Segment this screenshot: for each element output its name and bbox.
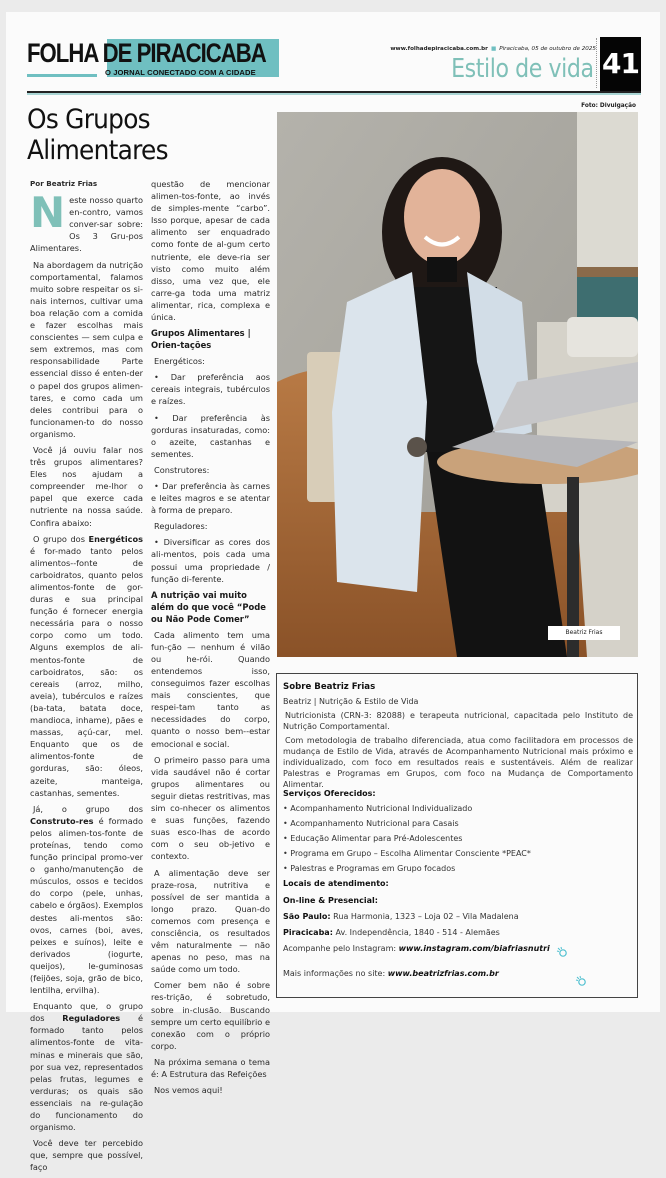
article-column-1 bbox=[30, 178, 143, 1178]
tap-hand-icon bbox=[575, 975, 587, 987]
logo-subtitle: O JORNAL CONECTADO COM A CIDADE bbox=[105, 68, 256, 77]
paragraph bbox=[30, 803, 143, 997]
service-item: • Acompanhamento Nutricional para Casais bbox=[283, 819, 459, 828]
locations-title: Locais de atendimento: bbox=[283, 879, 389, 888]
photo-caption: Beatriz Frias bbox=[548, 626, 620, 640]
drop-cap: N bbox=[30, 188, 66, 238]
paragraph-text: Já, o grupo dos bbox=[33, 803, 143, 814]
location-label: Piracicaba: bbox=[283, 928, 333, 937]
bullet-item: • Dar preferência às carnes e leites magros e se atentar à forma de preparo. bbox=[151, 480, 270, 516]
logo-title: FOLHA DE PIRACICABA bbox=[27, 38, 266, 68]
website-link[interactable]: www.folhadepiracicaba.com.br bbox=[390, 46, 488, 52]
services-title: Serviços Oferecidos: bbox=[283, 789, 376, 798]
term-energeticos: Energéticos bbox=[88, 533, 143, 544]
paragraph-text: Enquanto que, o grupo dos bbox=[30, 1001, 143, 1024]
instagram-link[interactable]: www.instagram.com/biafriasnutri bbox=[398, 944, 550, 953]
dateline: Piracicaba, 05 de outubro de 2025 bbox=[499, 46, 596, 52]
instagram-label: Acompanhe pelo Instagram: bbox=[283, 944, 399, 953]
paragraph: Nos vemos aqui! bbox=[154, 1085, 223, 1096]
paragraph: Você já ouviu falar nos três grupos alimentares? Eles nos ajudam a compreender me-lhor o papel que exerce cada nutriente na nossa saúde. Confira abaixo: bbox=[30, 444, 143, 528]
subheading: Grupos Alimentares | Orien-tações bbox=[151, 328, 251, 351]
article-column-2 bbox=[151, 178, 270, 1100]
bio-title: Sobre Beatriz Frias bbox=[283, 682, 376, 692]
paragraph bbox=[30, 533, 143, 799]
paragraph: Cada alimento tem uma fun-ção — nenhum é vilão ou he-rói. Quando entendemos isso, conseguimos fazer escolhas mais conscientes, que respei-tam tanto as necessidades do corpo, quanto o nosso bem--estar emocional e social. bbox=[151, 629, 270, 749]
bio-paragraph: Nutricionista (CRN-3: 82088) e terapeuta nutricional, capacitada pelo Instituto de Nutrição Comportamental. bbox=[283, 711, 633, 731]
location-sao-paulo bbox=[283, 911, 519, 922]
article-title: Os Grupos Alimentares bbox=[27, 104, 168, 166]
paragraph bbox=[30, 188, 143, 254]
group-label: Energéticos: bbox=[154, 356, 205, 367]
service-mode: On-line & Presencial: bbox=[283, 896, 378, 905]
group-label: Reguladores: bbox=[154, 521, 208, 532]
bio-paragraph: Com metodologia de trabalho diferenciada, atua como facilitadora em processos de mudança de Estilo de Vida, através de Acompanhamento Nutricional mais próximo e individualizado, com foco em resultados reais e sustentáveis. Além de realizar Palestras e Programas em Grupos, com foco na Mudança de Comportamento Alimentar. bbox=[283, 736, 633, 789]
logo-underline bbox=[27, 74, 97, 77]
site-link[interactable]: www.beatrizfrias.com.br bbox=[387, 969, 499, 978]
paragraph: Na próxima semana o tema é: A Estrutura das Refeições bbox=[151, 1056, 270, 1079]
instagram-line bbox=[283, 943, 568, 955]
paragraph: A alimentação deve ser praze-rosa, nutritiva e possível de ser mantida a longo prazo. Quan-do comemos com presença e consciência, os resultados vêm naturalmente — não apenas no peso, mas na saúde como um todo. bbox=[151, 867, 270, 975]
term-construtores: Construto-res bbox=[30, 815, 94, 826]
portrait-photo bbox=[277, 112, 638, 657]
paragraph: Na abordagem da nutrição comportamental, falamos muito sobre respeitar os si-nais internos, cultivar uma boa relação com a comida e fazer escolhas mais conscientes — sem culpa e sem extremos, mas com responsabilidade Parte essencial disso é enten-der o papel dos grupos alimen-tares, e como cada um deles contribui para o funcionamen-to do nosso organismo. bbox=[30, 259, 143, 439]
section-title: Estilo de vida bbox=[451, 54, 594, 84]
location-piracicaba bbox=[283, 927, 500, 938]
location-address: Rua Harmonia, 1323 – Loja 02 – Vila Madalena bbox=[330, 912, 519, 921]
page-number: 41 bbox=[600, 37, 641, 91]
service-item: • Acompanhamento Nutricional Individualizado bbox=[283, 804, 473, 813]
paragraph-text: é for-mado tanto pelos alimentos--fonte de carboidratos, quanto pelos alimentos-fonte de gor-duras e sua principal função é fornecer energia necessária para o nosso corpo como um todo. Alguns exemplos de ali-mentos-fonte de carboidratos, são: os cereais (arroz, milho, aveia), tubérculos e raízes (ba-tata, batata doce, mandioca, inhame), pães e massas, açú-car, mel. Enquanto que os de alimentos-fonte de gorduras, são: óleos, azeite, manteiga, castanhas, sementes. bbox=[30, 545, 143, 798]
photo-illustration bbox=[277, 112, 638, 657]
header-meta bbox=[390, 46, 596, 52]
subheading: A nutrição vai muito além do que você “Pode ou Não Pode Comer” bbox=[151, 589, 266, 624]
newspaper-logo bbox=[27, 38, 282, 82]
term-reguladores: Reguladores bbox=[62, 1013, 121, 1024]
paragraph-text: O grupo dos bbox=[33, 533, 89, 544]
location-label: São Paulo: bbox=[283, 912, 331, 921]
paragraph: Comer bem não é sobre res-trição, é sobretudo, sobre in-clusão. Buscando sempre um certo equilíbrio e conexão com o próprio corpo. bbox=[151, 980, 270, 1051]
header-rule-accent bbox=[27, 93, 641, 95]
service-item: • Palestras e Programas em Grupo focados bbox=[283, 864, 456, 873]
bullet-item: • Diversificar as cores dos ali-mentos, pois cada uma possui uma propriedade / função di-ferente. bbox=[151, 537, 270, 584]
paragraph-text: este nosso quarto en-contro, vamos conver-sar sobre: Os 3 Gru-pos Alimentares. bbox=[30, 195, 143, 254]
bio-box bbox=[276, 673, 638, 998]
service-item: • Educação Alimentar para Pré-Adolescentes bbox=[283, 834, 463, 843]
paragraph-text: é formado pelos alimen-tos-fonte de proteínas, tendo como função principal promo-ver o ganho/manutenção de músculos, ossos e tecidos do corpo (pele, unhas, cabelo e órgãos). Exemplos destes ali-mentos são: ovos, carnes (boi, aves, peixes e suínos), leite e derivados (iogurte, queijos), le-guminosas (feijões, soja, grão de bico, lentilha, ervilha). bbox=[30, 815, 143, 996]
group-label: Construtores: bbox=[154, 464, 210, 475]
paragraph-text: é formado tanto pelos alimentos-fonte de vita-minas e minerais que são, por sua vez, representados pelas frutas, legumes e verduras; os quais são essenciais na re-gulação do funcionamento do organismo. bbox=[30, 1013, 143, 1133]
paragraph: O primeiro passo para uma vida saudável não é cortar grupos alimentares ou seguir dietas restritivas, mas sim co-nhecer os alimentos e suas funções, fazendo suas esco-lhas de acordo com o seu ob-jetivo e contexto. bbox=[151, 754, 270, 862]
separator-icon: ■ bbox=[490, 46, 497, 52]
site-label: Mais informações no site: bbox=[283, 969, 388, 978]
bullet-item: • Dar preferência aos cereais integrais, tubérculos e raízes. bbox=[151, 372, 270, 407]
paragraph bbox=[30, 1000, 143, 1133]
dotted-divider bbox=[596, 38, 597, 88]
photo-credit: Foto: Divulgação bbox=[581, 103, 636, 109]
service-item: • Programa em Grupo – Escolha Alimentar Consciente *PEAC* bbox=[283, 849, 531, 858]
byline: Por Beatriz Frias bbox=[30, 179, 98, 188]
website-line bbox=[283, 968, 499, 979]
bio-subtitle: Beatriz | Nutrição & Estilo de Vida bbox=[283, 697, 419, 706]
bullet-item: • Dar preferência às gorduras insaturadas, como: o azeite, castanhas e sementes. bbox=[151, 412, 270, 459]
location-address: Av. Independência, 1840 - 514 - Alemães bbox=[332, 928, 500, 937]
paragraph: questão de mencionar alimen-tos-fonte, ao invés de simples-mente “carbo”. Isso porque, apesar de cada alimento ser enquadrado como fonte de al-gum certo nutriente, ele deve-ria ser visto como muito além disso, uma vez que, ele carre-ga toda uma matriz alimentar, rica, complexa e única. bbox=[151, 179, 270, 323]
paragraph: Você deve ter percebido que, sempre que possível, faço bbox=[30, 1138, 143, 1173]
tap-hand-icon bbox=[556, 946, 568, 958]
